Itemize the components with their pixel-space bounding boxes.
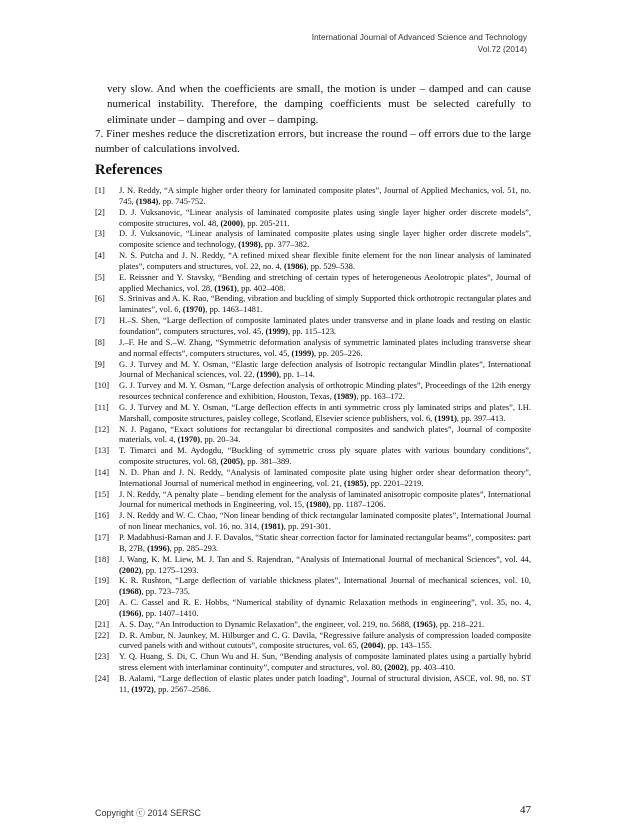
reference-text <box>119 207 531 229</box>
reference-number: [9] <box>95 358 105 369</box>
reference-item <box>95 673 531 695</box>
reference-segment: D. J. Vuksanovic, “Linear analysis of laminated composite plates using single layer higher order discrete models”, composite structures, vol. 48, <box>119 206 531 228</box>
reference-text <box>119 651 531 673</box>
reference-number: [11] <box>95 401 109 412</box>
reference-number: [21] <box>95 618 110 629</box>
reference-year: (1972) <box>131 683 154 694</box>
reference-segment: , pp. 403–410. <box>406 662 456 673</box>
journal-volume: Vol.72 (2014) <box>477 44 527 54</box>
reference-year: (1998) <box>238 239 261 250</box>
reference-text <box>119 554 531 576</box>
reference-year: (1984) <box>135 195 159 206</box>
reference-year: (2000) <box>220 217 243 228</box>
body-paragraph-point-7: 7. Finer meshes reduce the discretization errors, but increase the round – off errors due to the large number of calculations involved. <box>95 128 531 156</box>
reference-list <box>95 185 531 695</box>
reference-number: [17] <box>95 532 110 542</box>
reference-segment: S. Srinivas and A. K. Rao, “Bending, vibration and buckling of simply Supported thick orthotropic rectangular plates and laminates”, vol. 6, <box>119 293 531 315</box>
reference-text <box>119 402 531 424</box>
reference-item <box>95 597 531 619</box>
reference-text <box>119 315 531 337</box>
reference-text <box>119 510 531 532</box>
reference-segment: , pp. 1–14. <box>279 369 315 380</box>
reference-item <box>95 402 531 424</box>
reference-number: [1] <box>95 185 105 195</box>
reference-segment: J.–F. He and S.–W. Zhang, “Symmetric deformation analysis of symmetric laminated plates including transverse shear and normal effects”, computers structures, vol. 45, <box>119 336 531 358</box>
reference-number: [13] <box>95 445 110 456</box>
reference-number: [14] <box>95 466 110 477</box>
reference-segment: , pp. 205-211. <box>242 217 290 228</box>
reference-number: [19] <box>95 575 110 586</box>
reference-segment: J. N. Reddy and W. C. Chao, “Non linear bending of thick rectangular laminated composite plates”, International Journal of non linear mechanics, vol. 16, no. 314, <box>119 510 531 532</box>
reference-year: (1989) <box>333 391 357 402</box>
body-paragraph-continued: very slow. And when the coefficients are small, the motion is under – damped and can cause numerical instability. Therefore, the damping coefficients must be selected carefully to eliminate under – damping and over – damping. <box>107 83 531 126</box>
reference-text <box>119 575 531 597</box>
reference-text <box>119 228 531 250</box>
reference-item <box>95 467 531 489</box>
reference-item <box>95 424 531 446</box>
reference-segment: P. Madabhusi-Raman and J. F. Davalos, “Static shear correction factor for laminated rectangular beams”, composites: part B, 27B, <box>119 532 531 553</box>
reference-segment: , pp. 218–221. <box>435 618 485 629</box>
reference-segment: , pp. 2201–2219. <box>366 477 424 488</box>
journal-name: International Journal of Advanced Science and Technology <box>311 32 527 42</box>
reference-segment: , pp. 397–413. <box>456 412 506 423</box>
reference-number: [6] <box>95 293 105 304</box>
reference-text <box>119 597 531 619</box>
reference-number: [22] <box>95 629 110 640</box>
reference-number: [2] <box>95 206 105 217</box>
reference-number: [5] <box>95 271 105 282</box>
reference-year: (1991) <box>434 412 457 423</box>
reference-item <box>95 337 531 359</box>
reference-segment: , pp. 1275–1293. <box>141 564 199 575</box>
reference-year: (1968) <box>119 586 142 597</box>
reference-segment: , pp. 377–382. <box>260 239 310 250</box>
running-header <box>312 31 527 55</box>
reference-item <box>95 445 531 467</box>
reference-year: (2005) <box>220 456 243 467</box>
reference-segment: J. N. Reddy, “A penalty plate – bending element for the analysis of laminated anisotropic composite plates”, International Journal for numerical methods in Engineering, vol. 15, <box>119 488 531 510</box>
reference-year: (1970) <box>177 434 201 445</box>
reference-number: [15] <box>95 488 110 499</box>
reference-segment: N. S. Putcha and J. N. Reddy, “A refined mixed shear flexible finite element for the non linear analysis of laminated plates”, computers and structures, vol. 22, no. 4, <box>119 250 531 271</box>
reference-year: (1966) <box>119 607 142 618</box>
reference-segment: , pp. 115–123. <box>287 325 337 336</box>
reference-segment: Y. Q. Huang, S. Di, C. Chun Wu and H. Sun, “Bending analysis of composite laminated plates using a partially hybrid stress element with interlaminar continuity”, computer and structures, vol. 80, <box>119 651 531 673</box>
reference-segment: , pp. 205–226. <box>314 347 363 358</box>
reference-segment: D. J. Vuksanovic, “Linear analysis of laminated composite plates using single layer higher order discrete models”, composite science and technology, <box>119 228 531 250</box>
reference-year: (1965) <box>413 618 436 629</box>
reference-year: (1970) <box>182 304 206 315</box>
reference-number: [10] <box>95 380 110 391</box>
reference-segment: , pp. 143–155. <box>383 640 432 651</box>
reference-segment: , pp. 2567–2586. <box>153 683 211 694</box>
reference-item <box>95 228 531 250</box>
reference-year: (2002) <box>119 564 142 575</box>
reference-segment: T. Timarci and M. Aydogdu, “Buckling of symmetric cross ply square plates with various boundary conditions”, composite structures, vol. 68, <box>119 445 531 467</box>
reference-segment: , pp. 529–538. <box>306 260 355 271</box>
reference-item <box>95 315 531 337</box>
reference-text <box>119 250 531 272</box>
reference-segment: A. S. Day, “An Introduction to Dynamic Relaxation”, the engineer, vol. 219, no. 5688, <box>119 618 414 629</box>
reference-text <box>119 337 531 359</box>
reference-year: (1981) <box>261 521 284 532</box>
reference-year: (1980) <box>306 499 329 510</box>
reference-segment: K. R. Rushton, “Large deflection of variable thickness plates”, International Journal of mechanical sciences, vol. 10, <box>119 575 531 586</box>
references-heading: References <box>95 162 163 178</box>
reference-segment: H.–S. Shen, “Large deflection of composite laminated plates under transverse and in plane loads and resting on elastic foundation”, computers structures, vol. 45, <box>119 315 531 336</box>
reference-text <box>119 630 531 652</box>
reference-year: (2002) <box>384 662 407 673</box>
reference-text <box>119 185 531 207</box>
reference-item <box>95 510 531 532</box>
reference-segment: A. C. Cassel and R. E. Hobbs, “Numerical stability of dynamic Relaxation methods in engineering”, vol. 35, no. 4, <box>119 597 531 608</box>
reference-number: [8] <box>95 336 105 347</box>
reference-segment: E. Reissner and Y. Stavsky, “Bending and stretching of certain types of heterogeneous Aeolotropic plates”, Journal of applied Mechanics, vol. 28, <box>119 271 531 293</box>
reference-segment: B. Aalami, “Large deflection of elastic plates under patch loading”, Journal of structural division, ASCE, vol. 98, no. ST 11, <box>119 672 531 694</box>
copyright-notice: Copyright ⓒ 2014 SERSC <box>95 808 202 818</box>
reference-segment: , pp. 20–34. <box>200 434 241 445</box>
reference-item <box>95 651 531 673</box>
reference-segment: , pp. 285–293. <box>169 542 219 553</box>
reference-text <box>119 489 531 511</box>
reference-text <box>119 673 531 695</box>
reference-number: [23] <box>95 651 110 662</box>
reference-item <box>95 250 531 272</box>
reference-text <box>119 424 531 446</box>
reference-segment: , pp. 1407–1410. <box>141 607 199 618</box>
reference-text <box>119 532 531 554</box>
reference-segment: N. D. Phan and J. N. Reddy, “Analysis of laminated composite plate using higher order shear deformation theory”, International Journal of numerical method in engineering, vol. 21, <box>119 466 531 488</box>
reference-segment: J. Wang, K. M. Liew, M. J. Tan and S. Rajendran, “Analysis of International Journal of mechanical Sciences”, vol. 44, <box>119 553 531 564</box>
reference-year: (2004) <box>360 640 384 651</box>
reference-number: [24] <box>95 672 110 683</box>
reference-item <box>95 207 531 229</box>
reference-item <box>95 554 531 576</box>
reference-segment: G. J. Turvey and M. Y. Osman, “Large deflection effects in anti symmetric cross ply laminated strips and plates”, I.H. Marshall, composite structures, paisley college, Scotland, Elsevier science publishers, vol. 6, <box>119 401 531 423</box>
reference-item <box>95 185 531 207</box>
reference-segment: D. R. Ambur, N. Jaunkey, M. Hilburger and C. G. Davila, “Regressive failure analysis of compression loaded composite curved panels with and without cutouts”, composite structures, vol. 65, <box>119 629 531 651</box>
reference-text <box>119 619 531 630</box>
reference-year: (1999) <box>265 325 288 336</box>
reference-item <box>95 619 531 630</box>
reference-text <box>119 359 531 381</box>
reference-year: (1986) <box>283 260 307 271</box>
reference-text <box>119 445 531 467</box>
reference-year: (1985) <box>343 477 367 488</box>
reference-text <box>119 467 531 489</box>
reference-segment: , pp. 745-752. <box>158 195 206 206</box>
reference-item <box>95 380 531 402</box>
reference-segment: , pp. 1187–1206. <box>328 499 386 510</box>
reference-year: (1990) <box>256 369 280 380</box>
reference-segment: N. J. Pagano, “Exact solutions for rectangular bi directional composites and sandwich plates”, Journal of composite materials, vol. 4, <box>119 423 531 445</box>
reference-segment: J. N. Reddy, “A simple higher order theory for laminated composite plates”, Journal of Applied Mechanics, vol. 51, no. 745, <box>119 185 531 206</box>
reference-text <box>119 380 531 402</box>
reference-number: [18] <box>95 553 110 564</box>
reference-item <box>95 575 531 597</box>
reference-text <box>119 293 531 315</box>
reference-number: [4] <box>95 250 105 261</box>
reference-number: [16] <box>95 510 110 521</box>
reference-number: [12] <box>95 423 110 434</box>
reference-number: [7] <box>95 315 105 326</box>
reference-number: [20] <box>95 597 110 608</box>
reference-segment: G. J. Turvey and M. Y. Osman, “Elastic large defection analysis of Isotropic rectangular Mindlin plates”, International Journal of Mechanical sciences, vol. 22, <box>119 358 531 380</box>
reference-item <box>95 359 531 381</box>
reference-text <box>119 272 531 294</box>
reference-number: [3] <box>95 228 105 239</box>
page-number: 47 <box>520 804 531 816</box>
reference-item <box>95 532 531 554</box>
reference-segment: , pp. 1463–1481. <box>205 304 263 315</box>
reference-item <box>95 293 531 315</box>
reference-segment: , pp. 723–735. <box>141 586 191 597</box>
reference-segment: , pp. 163–172. <box>356 391 405 402</box>
reference-item <box>95 272 531 294</box>
reference-item <box>95 630 531 652</box>
reference-segment: G. J. Turvey and M. Y. Osman, “Large defection analysis of orthotropic Minding plates”, Proceedings of the 12th energy resources technical conference and exhibition, Houston, Texas, <box>119 380 531 402</box>
reference-segment: , pp. 402–408. <box>236 282 286 293</box>
reference-segment: , pp. 291-301. <box>283 521 331 532</box>
reference-year: (1961) <box>214 282 237 293</box>
reference-item <box>95 489 531 511</box>
reference-segment: , pp. 381–389. <box>242 456 292 467</box>
reference-year: (1996) <box>147 542 170 553</box>
reference-year: (1999) <box>291 347 315 358</box>
